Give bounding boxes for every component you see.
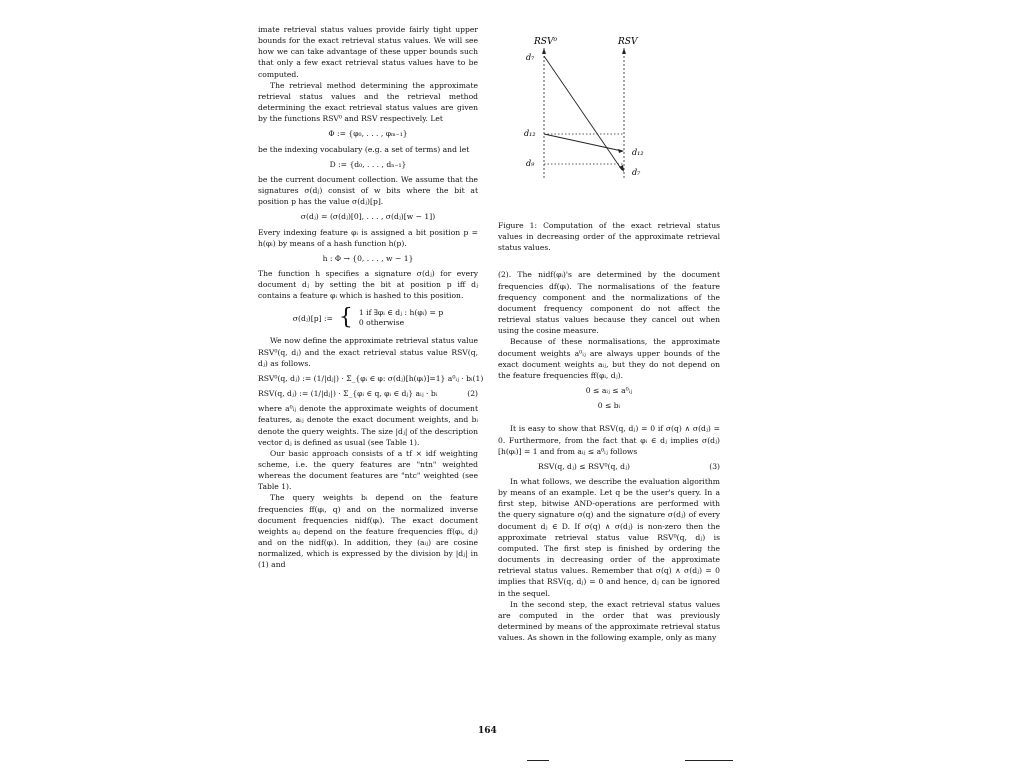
spacer	[498, 253, 720, 261]
figure-caption: Figure 1: Computation of the exact retrieval status values in decreasing order of the approximate retrieval status values.	[498, 221, 720, 253]
paragraph: In the second step, the exact retrieval status values are computed in the order that was previously determined by means of the approximate retrieval status values. As shown in the following example, only as many	[498, 599, 720, 643]
equation-cases	[258, 307, 478, 329]
equation-body: RSV(q, dⱼ) ≤ RSV⁰(q, dⱼ)	[538, 461, 631, 471]
paragraph: We now define the approximate retrieval status value RSV⁰(q, dⱼ) and the exact retrieval status value RSV(q, dⱼ) as follows.	[258, 336, 478, 368]
label-d7-right: d₇	[632, 168, 641, 177]
paragraph: be the indexing vocabulary (e.g. a set of terms) and let	[258, 144, 470, 154]
right-axis-arrow	[622, 48, 626, 54]
right-column	[498, 24, 720, 643]
left-column	[258, 24, 484, 571]
equation-number: (2)	[467, 389, 478, 399]
inequality-1: 0 ≤ aᵢⱼ ≤ a⁰ᵢⱼ	[585, 386, 633, 396]
left-axis-arrow	[542, 48, 546, 54]
cases-rows	[359, 308, 443, 328]
axis-label-left: RSV⁰	[534, 37, 558, 47]
arrow-d7	[544, 56, 622, 170]
inequality-2: 0 ≤ bᵢ	[597, 401, 621, 411]
paragraph: (2). The nidf(φᵢ)'s are determined by the document frequencies df(φᵢ). The normalisations of the feature frequency component and the normalizations of the document frequency component do not affect the retrieval status values because they cancel out when using the cosine measure.	[498, 270, 720, 336]
case-row: 1 if ∃φᵢ ∈ dⱼ : h(φᵢ) = p	[358, 308, 444, 318]
footer-rule	[527, 760, 549, 761]
axis-label-right: RSV	[618, 37, 638, 47]
page-number: 164	[478, 726, 497, 736]
equation-phi: Φ := {φ₀, . . . , φₘ₋₁}	[328, 129, 408, 139]
equation-sigma: σ(dⱼ) = (σ(dⱼ)[0], . . . , σ(dⱼ)[w − 1])	[300, 212, 436, 222]
paragraph: Our basic approach consists of a tf × idf weighting scheme, i.e. the query features are "ntn" weighted whereas the document features are "ntc" weighted (see Table 1).	[258, 448, 478, 492]
equation-3	[498, 461, 720, 472]
equation-2	[258, 388, 478, 399]
equation-body: RSV(q, dⱼ) := (1/|dⱼ|) · Σ_{φᵢ ∈ q, φᵢ ∈ dⱼ} aᵢⱼ · bᵢ	[258, 389, 438, 399]
label-d12-right: d₁₂	[632, 148, 644, 157]
paragraph: be the current document collection. We assume that the signatures σ(dⱼ) consist of w bits where the bit at position p has the value σ(dⱼ)[p].	[258, 174, 478, 207]
spacer	[498, 261, 720, 269]
paragraph: It is easy to show that RSV(q, dⱼ) = 0 if σ(q) ∧ σ(dⱼ) = 0. Furthermore, from the fact that φᵢ ∈ dⱼ implies σ(dⱼ)[h(φᵢ)] = 1 and from aᵢⱼ ≤ a⁰ᵢⱼ follows	[498, 424, 720, 456]
equation-body: RSV⁰(q, dⱼ) := (1/|dⱼ|) · Σ_{φᵢ ∈ φ: σ(dⱼ)[h(φᵢ)]=1} a⁰ᵢⱼ · bᵢ	[258, 373, 473, 383]
spacer	[498, 415, 720, 423]
figure-1-diagram	[498, 30, 720, 220]
equation-hash: h : Φ → {0, . . . , w − 1}	[322, 253, 414, 263]
arrow-d12	[544, 134, 622, 151]
paragraph: The function h specifies a signature σ(dⱼ) for every document dⱼ by setting the bit at position p iff dⱼ contains a feature φᵢ which is hashed to this position.	[258, 268, 478, 301]
paragraph: In what follows, we describe the evaluation algorithm by means of an example. Let q be the user's query. In a first step, bitwise AND-operations are performed with the query signature σ(q) and the signature σ(dⱼ) of every document dⱼ ∈ D. If σ(q) ∧ σ(dⱼ) is non-zero then the approximate retrieval status value RSV⁰(q, dⱼ) is computed. The first step is finished by ordering the documents in decreasing order of the approximate retrieval status values. Remember that σ(q) ∧ σ(dⱼ) = 0 implies that RSV(q, dⱼ) = 0 and hence, dⱼ can be ignored in the sequel.	[498, 476, 720, 598]
label-d7-left: d₇	[526, 53, 535, 62]
cases-lhs: σ(dⱼ)[p] :=	[292, 313, 333, 323]
case-row: 0 otherwise	[358, 318, 405, 328]
brace-glyph: {	[338, 305, 353, 331]
label-d9-left: d₉	[526, 159, 535, 168]
equation-number: (1)	[472, 373, 484, 383]
paragraph: The query weights bᵢ depend on the feature frequencies ff(φᵢ, q) and on the normalized inverse document frequencies nidf(φᵢ). The exact document weights aᵢⱼ depend on the feature frequencies ff(φᵢ, dⱼ) and on the nidf(φᵢ). In addition, they (aᵢⱼ) are cosine normalized, which is expressed by the division by |dⱼ| in (1) and	[258, 493, 478, 570]
paragraph: Because of these normalisations, the approximate document weights a⁰ᵢⱼ are always upper bounds of the exact document weights aᵢⱼ, but they do not depend on the feature frequencies ff(φᵢ, dⱼ).	[498, 337, 720, 380]
paragraph: Every indexing feature φᵢ is assigned a bit position p = h(φᵢ) by means of a hash function h(p).	[258, 227, 478, 248]
equation-D: D := {d₀, . . . , dₙ₋₁}	[329, 159, 407, 169]
paragraph: imate retrieval status values provide fairly tight upper bounds for the exact retrieval status values. We will see how we can take advantage of these upper bounds such that only a few exact retrieval status values have to be computed.	[258, 25, 478, 79]
paragraph: where a⁰ᵢⱼ denote the approximate weights of document features, aᵢⱼ denote the exact document weights, and bᵢ denote the query weights. The size |dⱼ| of the description vector dⱼ is defined as usual (see Table 1).	[258, 404, 478, 447]
label-d12-left: d₁₂	[524, 129, 536, 138]
arrowhead-d12	[618, 149, 624, 153]
footer-rule	[685, 760, 733, 761]
equation-1	[258, 373, 484, 384]
equation-number: (3)	[709, 461, 720, 471]
paragraph: The retrieval method determining the approximate retrieval status values and the retrieval method determining the exact retrieval status values are given by the functions RSV⁰ and RSV respectively. Let	[258, 80, 478, 124]
